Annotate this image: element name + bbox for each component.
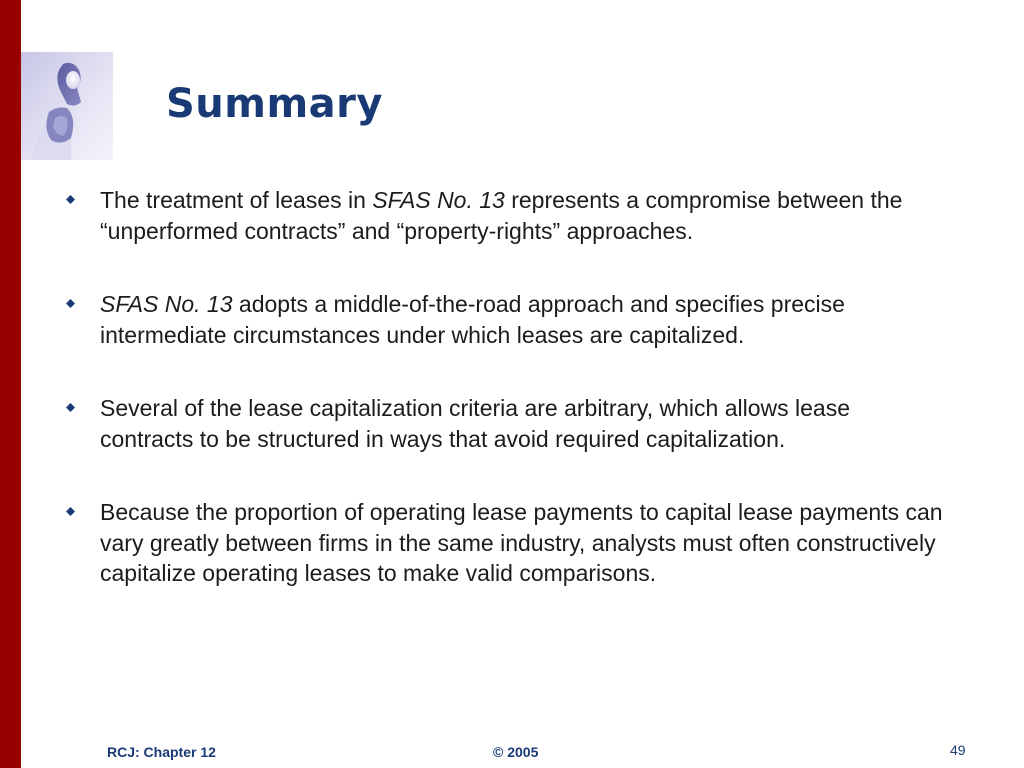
italic-citation: SFAS No. 13: [100, 291, 233, 317]
text-run: adopts a middle-of-the-road approach and specifies precise intermediate circumstances under which leases are capitalized.: [100, 291, 845, 348]
bullet-text: [100, 395, 850, 452]
bullet-item: [64, 185, 944, 246]
page-number: 49: [950, 742, 966, 758]
bullet-item: [64, 393, 944, 454]
bullet-text: [100, 187, 902, 244]
footer-copyright: © 2005: [493, 744, 539, 760]
footer-chapter: RCJ: Chapter 12: [107, 744, 216, 760]
bullet-list: [64, 185, 944, 632]
diamond-bullet-icon: [66, 195, 75, 204]
diamond-bullet-icon: [66, 299, 75, 308]
text-run: Several of the lease capitalization criteria are arbitrary, which allows lease contracts to be structured in ways that avoid required capitalization.: [100, 395, 850, 452]
bullet-item: [64, 289, 944, 350]
keyhole-figure-icon: [21, 52, 113, 160]
slide-title: Summary: [166, 81, 383, 127]
bullet-text: [100, 291, 845, 348]
bullet-text: [100, 499, 943, 586]
diamond-bullet-icon: [66, 507, 75, 516]
bullet-item: [64, 497, 944, 589]
italic-citation: SFAS No. 13: [372, 187, 505, 213]
left-accent-bar: [0, 0, 21, 768]
text-run: The treatment of leases in: [100, 187, 373, 213]
text-run: represents a compromise between the “unperformed contracts” and “property-rights” approaches.: [100, 187, 903, 244]
text-run: Because the proportion of operating lease payments to capital lease payments can vary greatly between firms in the same industry, analysts must often constructively capitalize operating leases to make valid comparisons.: [100, 499, 943, 586]
diamond-bullet-icon: [66, 403, 75, 412]
